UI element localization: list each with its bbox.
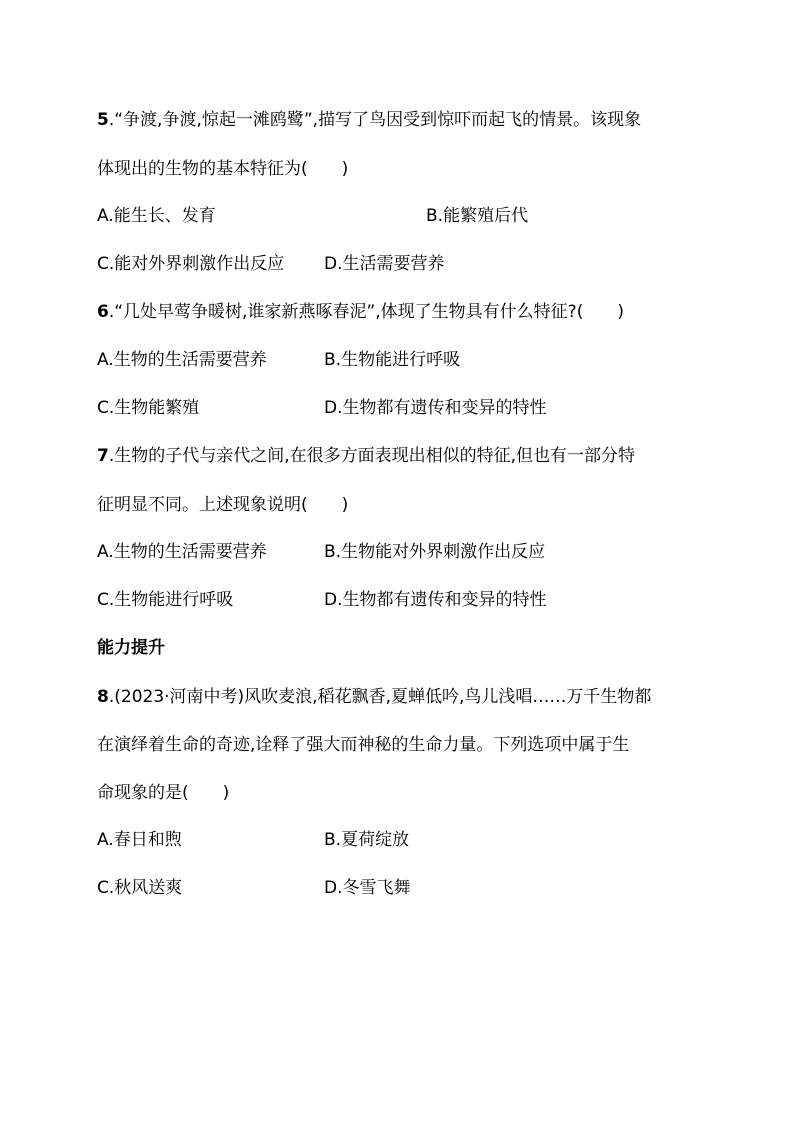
question-8-line-1 (97, 685, 651, 709)
question-5-option-d[interactable]: D.生活需要营养 (324, 254, 445, 274)
question-6-option-a[interactable]: A.生物的生活需要营养 (97, 350, 267, 370)
question-6-line-1 (97, 300, 624, 324)
question-6-number: 6 (97, 302, 109, 322)
question-7-option-c[interactable]: C.生物能进行呼吸 (97, 590, 234, 610)
question-8-option-a[interactable]: A.春日和煦 (97, 830, 182, 850)
question-8-option-d[interactable]: D.冬雪飞舞 (324, 878, 411, 898)
question-5-text-1: .“争渡,争渡,惊起一滩鸥鹭”,描写了鸟因受到惊吓而起飞的情景。该现象 (108, 110, 642, 130)
question-8-line-2: 在演绎着生命的奇迹,诠释了强大而神秘的生命力量。下列选项中属于生 (97, 735, 630, 755)
question-6-text-1: .“几处早莺争暖树,谁家新燕啄春泥”,体现了生物具有什么特征?( ) (108, 302, 624, 322)
question-7-option-b[interactable]: B.生物能对外界刺激作出反应 (324, 542, 546, 562)
question-5-option-b[interactable]: B.能繁殖后代 (426, 206, 529, 226)
question-7-option-a[interactable]: A.生物的生活需要营养 (97, 542, 267, 562)
question-7-line-2: 征明显不同。上述现象说明( ) (97, 495, 349, 515)
question-8-text-1: .(2023·河南中考)风吹麦浪,稻花飘香,夏蝉低吟,鸟儿浅唱……万千生物都 (108, 687, 652, 707)
question-5-line-2: 体现出的生物的基本特征为( ) (97, 159, 349, 179)
question-7-option-d[interactable]: D.生物都有遗传和变异的特性 (324, 590, 547, 610)
question-5-line-1 (97, 108, 641, 132)
question-8-option-b[interactable]: B.夏荷绽放 (324, 830, 410, 850)
question-7-number: 7 (97, 446, 109, 466)
question-8-number: 8 (97, 687, 109, 707)
question-6-option-b[interactable]: B.生物能进行呼吸 (324, 350, 461, 370)
question-5-option-a[interactable]: A.能生长、发育 (97, 206, 216, 226)
question-7-line-1 (97, 444, 635, 468)
question-6-option-c[interactable]: C.生物能繁殖 (97, 398, 200, 418)
question-5-number: 5 (97, 110, 109, 130)
question-5-option-c[interactable]: C.能对外界刺激作出反应 (97, 254, 285, 274)
question-8-line-3: 命现象的是( ) (97, 783, 230, 803)
question-6-option-d[interactable]: D.生物都有遗传和变异的特性 (324, 398, 547, 418)
question-8-option-c[interactable]: C.秋风送爽 (97, 878, 183, 898)
question-7-text-1: .生物的子代与亲代之间,在很多方面表现出相似的特征,但也有一部分特 (108, 446, 636, 466)
section-title: 能力提升 (97, 638, 165, 658)
